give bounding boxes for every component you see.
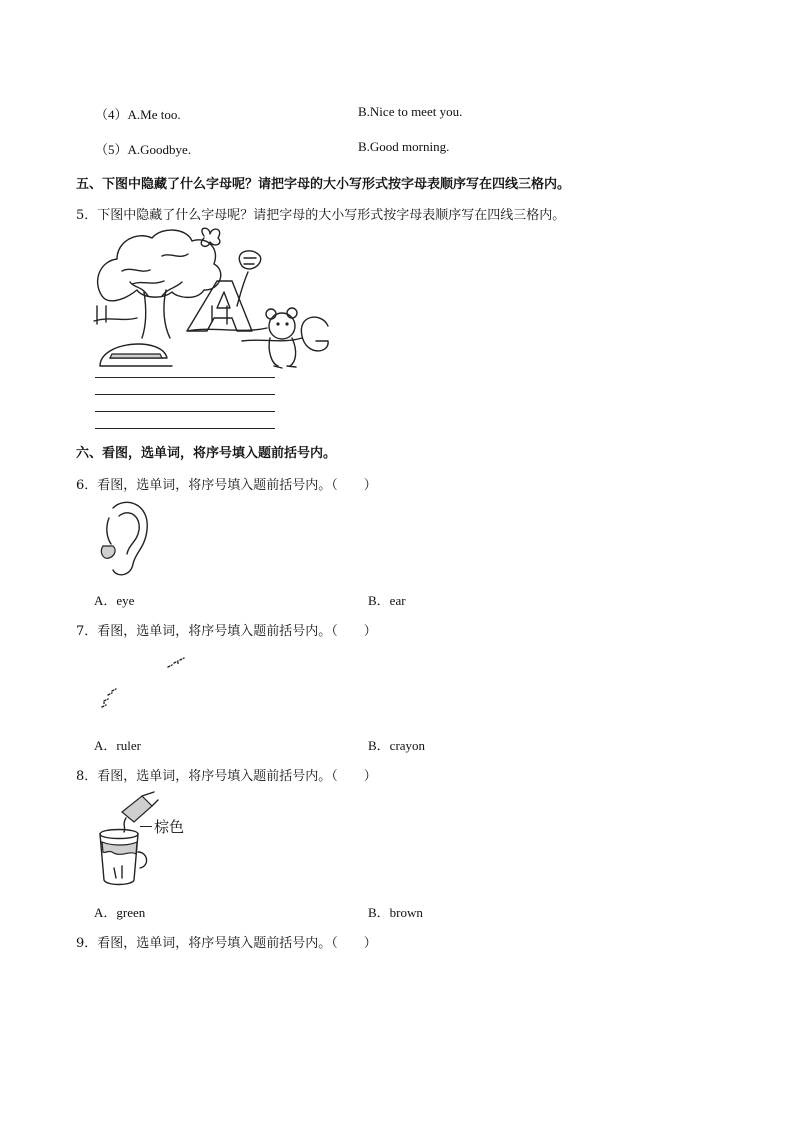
match-5-option-a: （5）A.Goodbye.	[95, 142, 192, 157]
writing-line-1	[95, 377, 275, 378]
question-6-text: 6．看图，选单词，将序号填入题前括号内。（ ）	[76, 478, 377, 493]
question-7-text: 7．看图，选单词，将序号填入题前括号内。（ ）	[76, 624, 377, 639]
question-8-option-b: B．brown	[368, 905, 423, 920]
writing-line-3	[95, 411, 275, 412]
match-5-option-b: B.Good morning.	[358, 139, 450, 154]
ear-icon	[95, 498, 155, 578]
question-8-text: 8．看图，选单词，将序号填入题前括号内。（ ）	[76, 769, 377, 784]
writing-line-2	[95, 394, 275, 395]
crayon-icon	[98, 655, 198, 715]
question-9-text: 9．看图，选单词，将序号填入题前括号内。（ ）	[76, 936, 377, 951]
paint-color-label: 棕色	[154, 818, 185, 836]
question-8-option-a: A．green	[94, 905, 146, 920]
question-5-text: 5．下图中隐藏了什么字母呢？请把字母的大小写形式按字母表顺序写在四线三格内。	[76, 208, 566, 223]
section-5-heading: 五、下图中隐藏了什么字母呢？请把字母的大小写形式按字母表顺序写在四线三格内。	[76, 177, 571, 192]
question-6-option-a: A．eye	[94, 593, 135, 608]
writing-line-4	[95, 428, 275, 429]
question-7-option-a: A．ruler	[94, 738, 141, 753]
label-leader-line	[140, 826, 152, 827]
question-6-option-b: B．ear	[368, 593, 406, 608]
match-4-option-a: （4）A.Me too.	[95, 107, 181, 122]
hidden-letters-illustration	[92, 226, 332, 374]
question-7-option-b: B．crayon	[368, 738, 426, 753]
match-4-option-b: B.Nice to meet you.	[358, 104, 463, 119]
paint-bucket-icon	[92, 792, 162, 888]
section-6-heading: 六、看图，选单词，将序号填入题前括号内。	[76, 446, 337, 461]
